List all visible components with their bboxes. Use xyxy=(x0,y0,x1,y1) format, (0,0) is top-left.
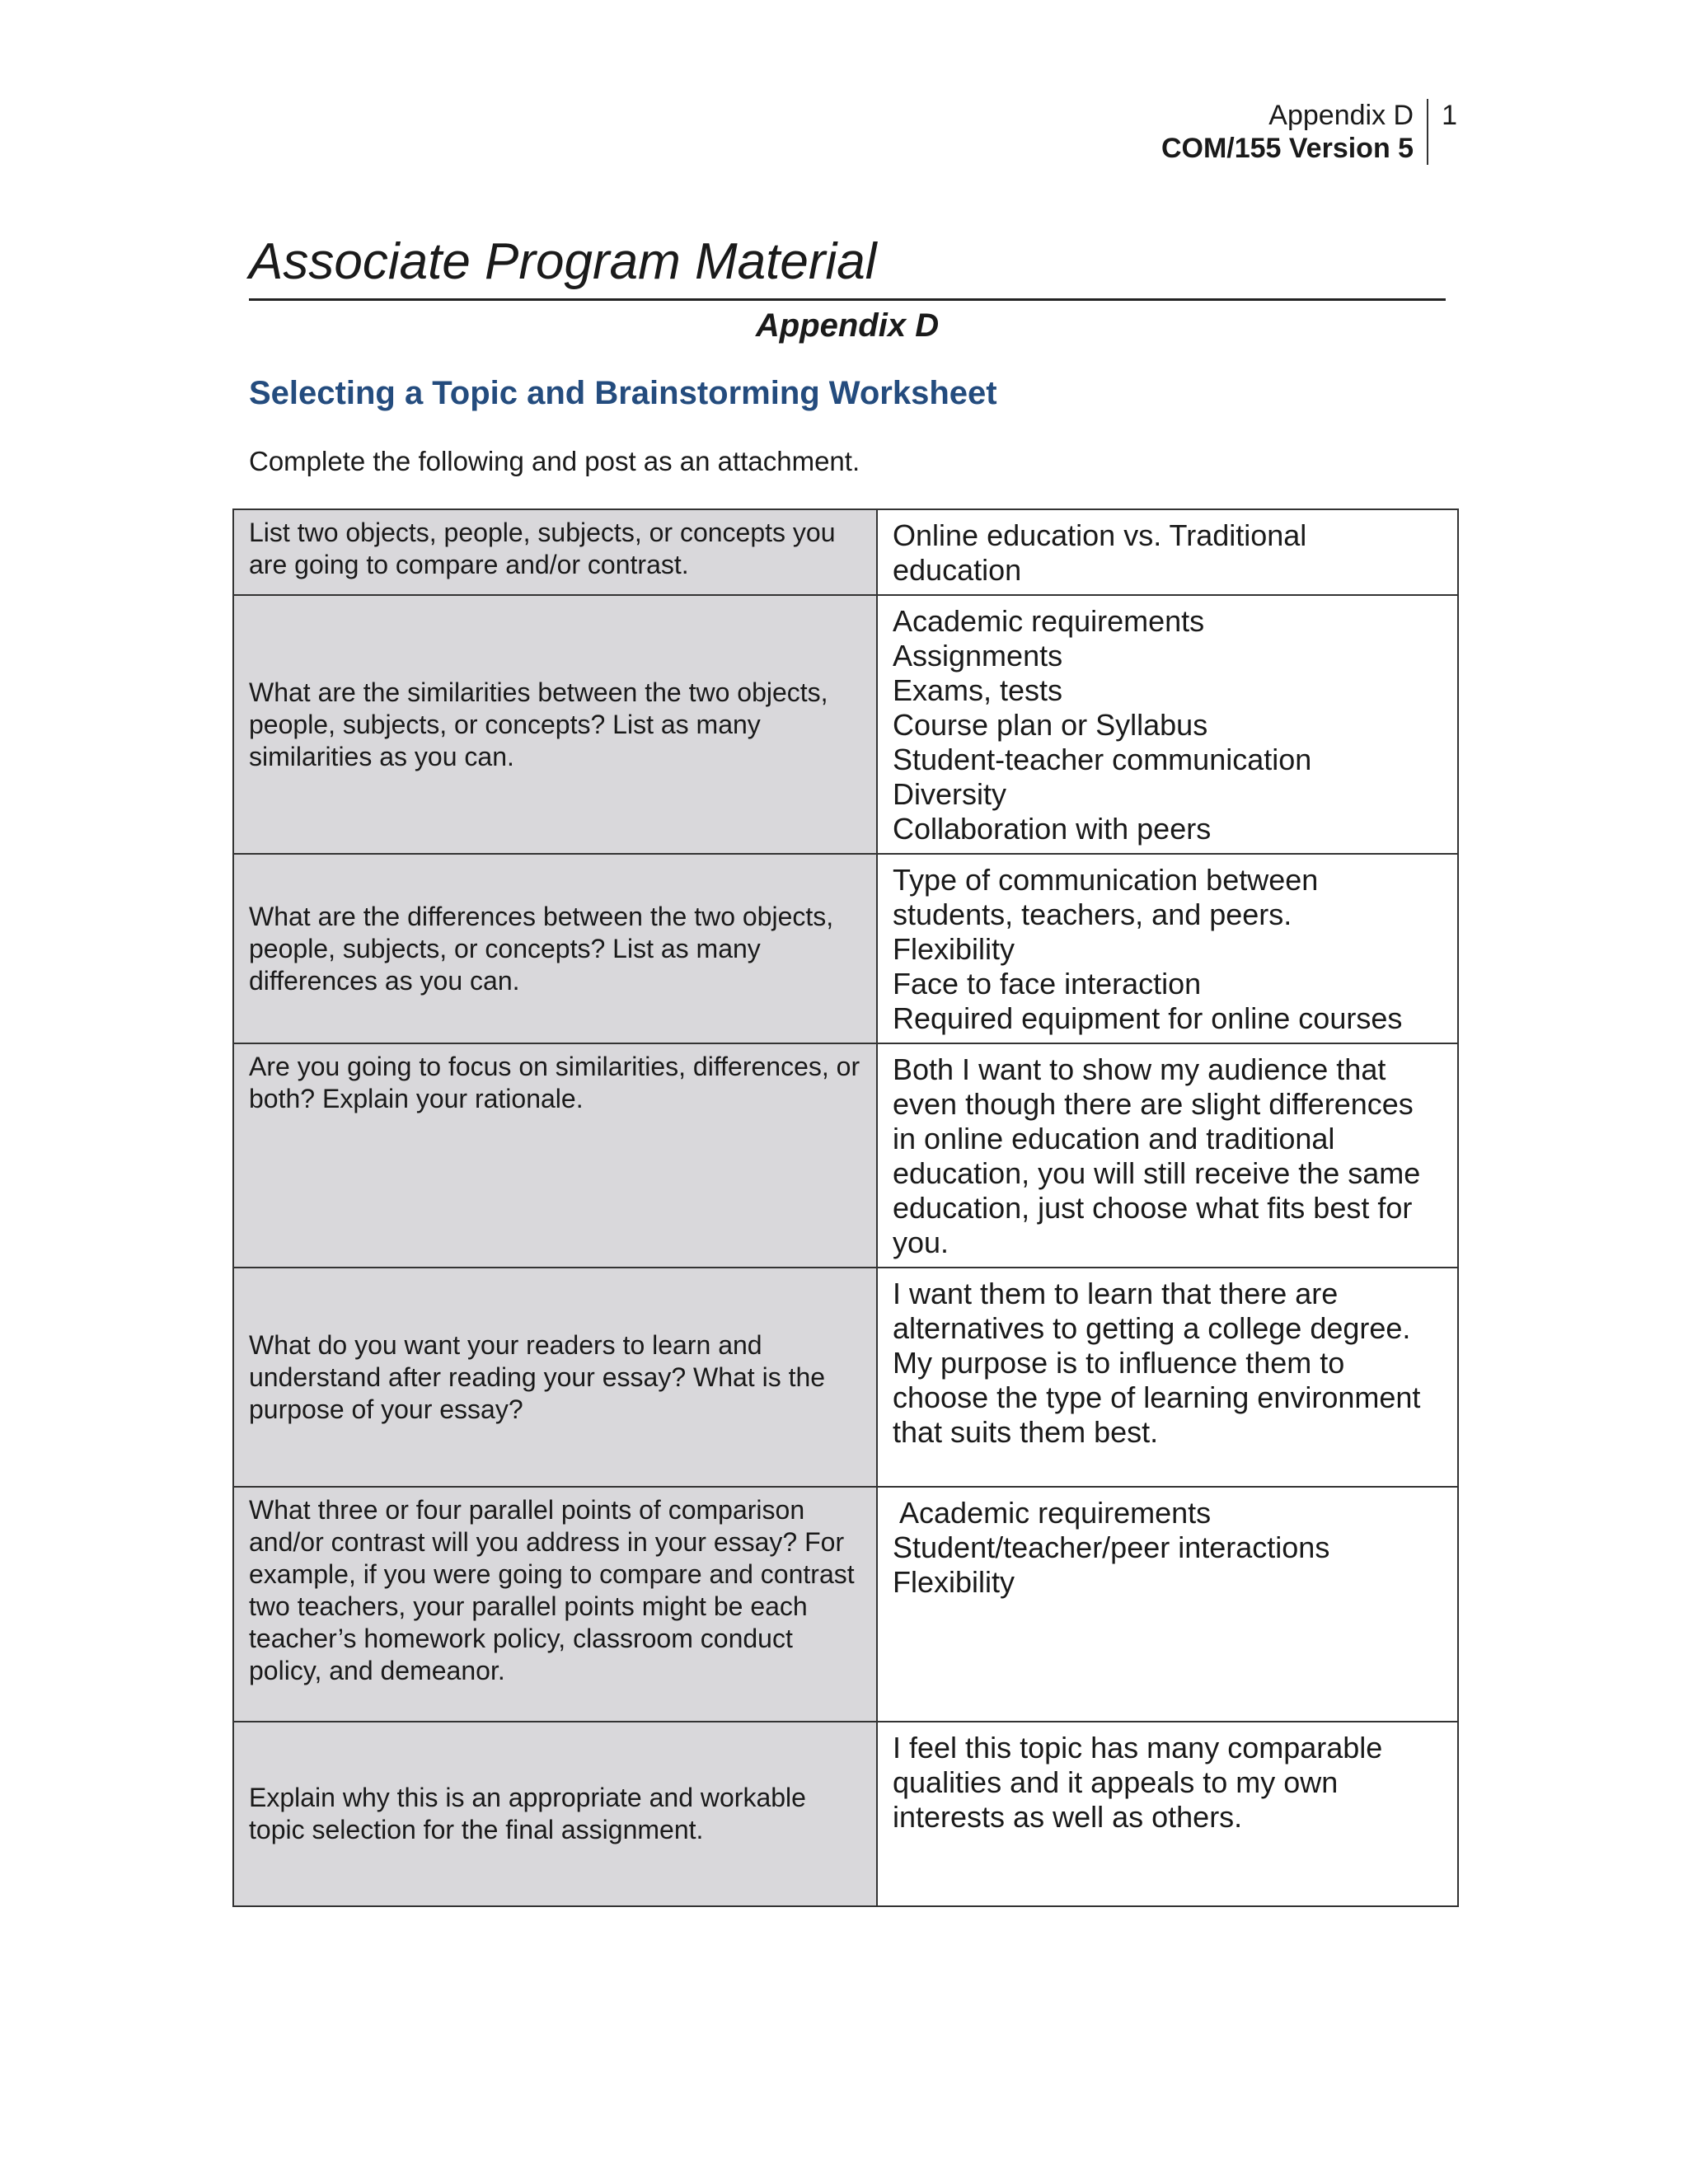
question-cell: List two objects, people, subjects, or concepts you are going to compare and/or contrast. xyxy=(233,509,877,595)
answer-cell xyxy=(877,1043,1458,1268)
header-text xyxy=(1161,99,1428,165)
answer-line: I feel this topic has many comparable qualities and it appeals to my own interests as well as others. xyxy=(893,1731,1383,1834)
answer-line: Course plan or Syllabus xyxy=(893,708,1208,742)
table-row xyxy=(233,1268,1458,1487)
answer-line: Collaboration with peers xyxy=(893,812,1212,846)
question-cell: What are the similarities between the two objects, people, subjects, or concepts? List as many similarities as you can. xyxy=(233,595,877,854)
answer-line: Required equipment for online courses xyxy=(893,1001,1403,1035)
answer-line: Both I want to show my audience that even though there are slight differences in online education and traditional education, you will still receive the same education, just choose what fits best for you. xyxy=(893,1052,1421,1259)
document-subtitle: Appendix D xyxy=(755,307,940,344)
answer-cell xyxy=(877,1487,1458,1722)
answer-line: Assignments xyxy=(893,639,1063,673)
question-cell: What are the differences between the two objects, people, subjects, or concepts? List as many differences as you can. xyxy=(233,854,877,1043)
answer-line: Academic requirements xyxy=(893,604,1205,638)
table-row xyxy=(233,1043,1458,1268)
page-number: 1 xyxy=(1442,100,1457,131)
table-row xyxy=(233,595,1458,854)
table-row xyxy=(233,1722,1458,1906)
worksheet-table xyxy=(232,509,1459,1907)
table-row xyxy=(233,854,1458,1043)
answer-line: I want them to learn that there are alternatives to getting a college degree. My purpose is to influence them to choose the type of learning environment that suits them best. xyxy=(893,1277,1421,1449)
answer-line: Diversity xyxy=(893,777,1007,811)
document-title: Associate Program Material xyxy=(249,231,1446,301)
question-cell: What do you want your readers to learn and understand after reading your essay? What is the purpose of your essay? xyxy=(233,1268,877,1487)
question-cell: What three or four parallel points of comparison and/or contrast will you address in your essay? For example, if you were going to compare and contrast two teachers, your parallel points might be each teacher’s homework policy, classroom conduct policy, and demeanor. xyxy=(233,1487,877,1722)
answer-line: Flexibility xyxy=(893,932,1015,966)
table-row xyxy=(233,1487,1458,1722)
answer-line: Type of communication between students, teachers, and peers. xyxy=(893,863,1319,931)
answer-line: Flexibility xyxy=(893,1565,1015,1599)
question-cell: Explain why this is an appropriate and workable topic selection for the final assignment. xyxy=(233,1722,877,1906)
header-appendix: Appendix D xyxy=(1268,100,1414,131)
answer-cell xyxy=(877,1722,1458,1906)
answer-line: Student/teacher/peer interactions xyxy=(893,1530,1330,1564)
section-heading: Selecting a Topic and Brainstorming Worksheet xyxy=(249,375,997,411)
instructions-text: Complete the following and post as an attachment. xyxy=(249,446,860,476)
table-row xyxy=(233,509,1458,595)
question-cell: Are you going to focus on similarities, differences, or both? Explain your rationale. xyxy=(233,1043,877,1268)
answer-line: Online education vs. Traditional education xyxy=(893,518,1307,587)
answer-cell xyxy=(877,595,1458,854)
answer-line: Exams, tests xyxy=(893,673,1063,707)
answer-line: Face to face interaction xyxy=(893,967,1202,1001)
answer-cell xyxy=(877,509,1458,595)
answer-line: Academic requirements xyxy=(893,1496,1212,1530)
answer-cell xyxy=(877,854,1458,1043)
answer-line: Student-teacher communication xyxy=(893,743,1312,776)
page-header xyxy=(1161,99,1457,165)
answer-cell xyxy=(877,1268,1458,1487)
header-course-version: COM/155 Version 5 xyxy=(1160,133,1414,164)
